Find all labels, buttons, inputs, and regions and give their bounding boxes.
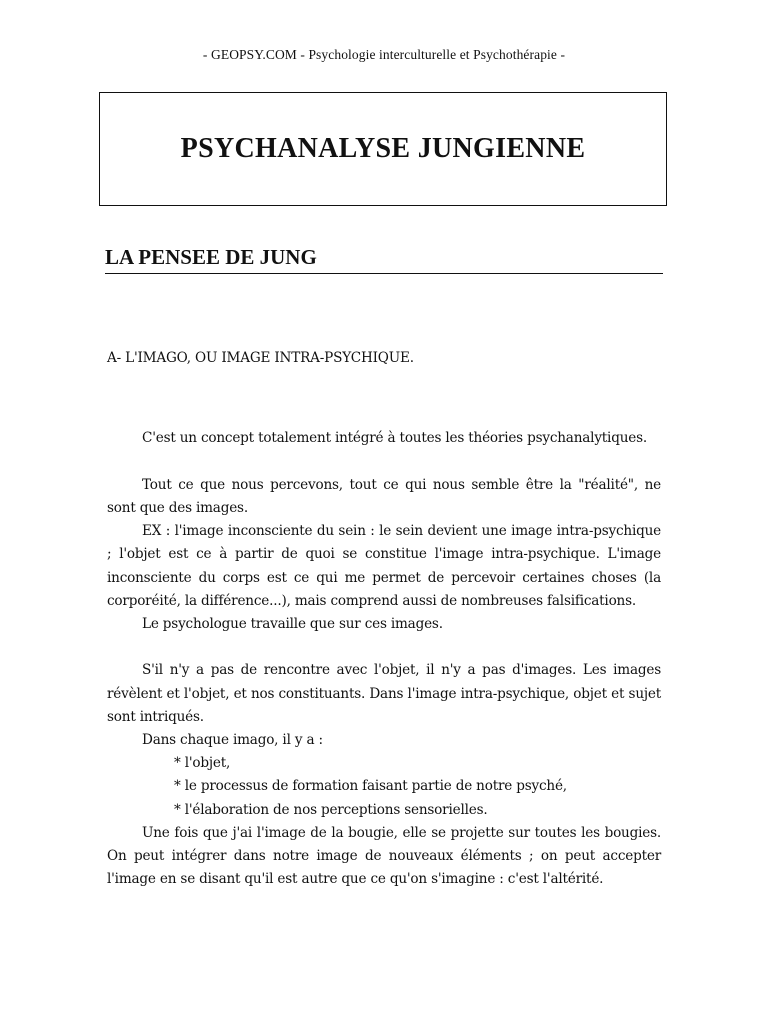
paragraph: Le psychologue travaille que sur ces images. [142, 616, 443, 632]
document-title: PSYCHANALYSE JUNGIENNE [180, 133, 586, 164]
paragraph: Une fois que j'ai l'image de la bougie, elle se projette sur toutes les bougies. On peut intégrer dans notre image de nouveaux éléments ; on peut accepter l'image en se disant qu'il est autre que ce qu'on s'imagine : c'est l'altérité. [107, 824, 661, 888]
list-item: * l'élaboration de nos perceptions sensorielles. [174, 801, 488, 818]
spacer [107, 636, 661, 659]
subsection-heading: A- L'IMAGO, OU IMAGE INTRA-PSYCHIQUE. [107, 350, 414, 366]
spacer [107, 451, 661, 474]
document-body [107, 347, 661, 891]
paragraph: EX : l'image inconsciente du sein : le sein devient une image intra-psychique ; l'objet est ce à partir de quoi se constitue l'image intra-psychique. L'image inconsciente du corps est ce qui me permet de percevoir certaines choses (la corporéité, la différence...), mais comprend aussi de nombreuses falsifications. [107, 523, 661, 609]
spacer [107, 370, 661, 404]
paragraph: C'est un concept totalement intégré à toutes les théories psychanalytiques. [142, 430, 648, 447]
list-item: * le processus de formation faisant partie de notre psyché, [174, 778, 567, 795]
list-item: * l'objet, [174, 755, 231, 772]
spacer [107, 404, 661, 427]
running-header: - GEOPSY.COM - Psychologie interculturelle et Psychothérapie - [202, 47, 566, 62]
title-box [99, 92, 667, 206]
paragraph: S'il n'y a pas de rencontre avec l'objet, il n'y a pas d'images. Les images révèlent et l'objet, et nos constituants. Dans l'image intra-psychique, objet et sujet sont intriqués. [107, 662, 661, 725]
paragraph: Tout ce que nous percevons, tout ce qui nous semble être la "réalité", ne sont que des images. [107, 476, 661, 516]
section-heading: LA PENSEE DE JUNG [105, 244, 663, 274]
paragraph: Dans chaque imago, il y a : [142, 732, 323, 748]
